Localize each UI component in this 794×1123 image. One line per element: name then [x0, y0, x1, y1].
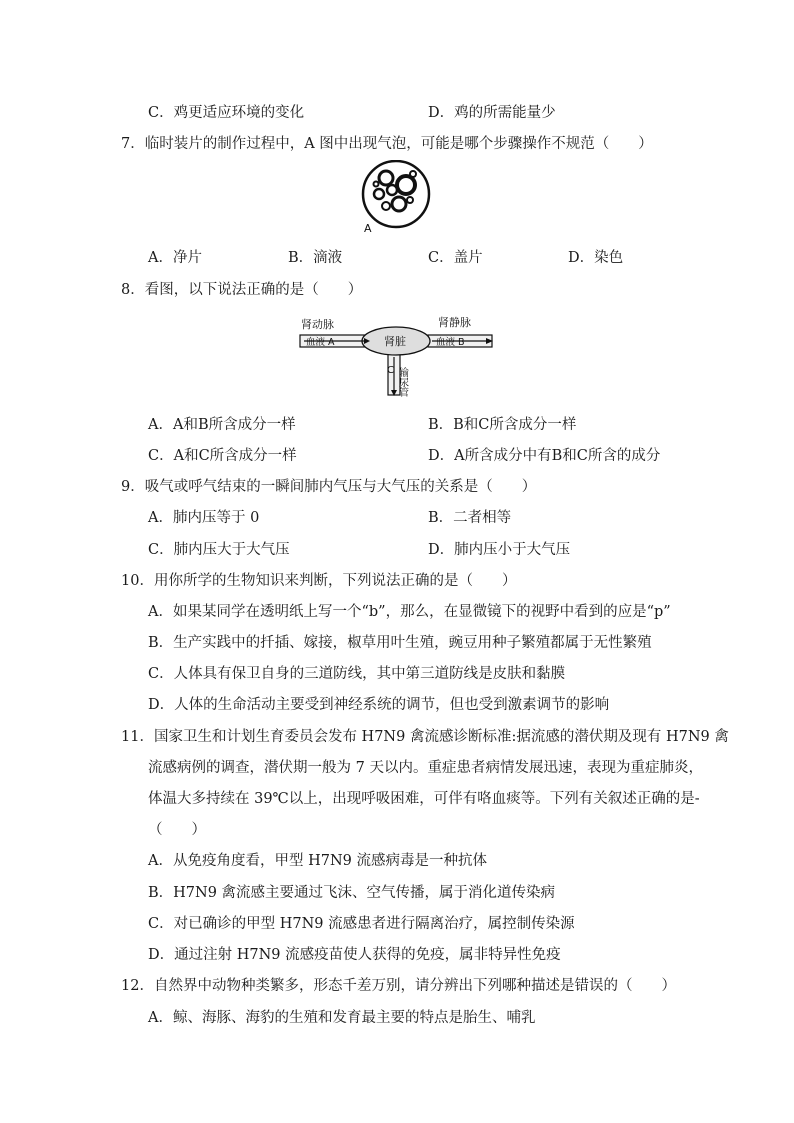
q7-stem: 7．临时装片的制作过程中，A 图中出现气泡，可能是哪个步骤操作不规范（ ） — [121, 136, 653, 152]
q11-stem-line-4: （ ） — [148, 822, 206, 838]
figure-label-a: A — [364, 222, 372, 235]
q10-option-b: B．生产实践中的扦插、嫁接，椒草用叶生殖，豌豆用种子繁殖都属于无性繁殖 — [148, 635, 652, 651]
q7-option-c: C．盖片 — [428, 250, 483, 266]
q11-stem-line-3: 体温大多持续在 39℃以上，出现呼吸困难，可伴有咯血痰等。下列有关叙述正确的是- — [148, 791, 700, 807]
q7-option-b: B．滴液 — [288, 250, 343, 266]
q9-option-b: B．二者相等 — [428, 510, 512, 526]
q10-option-d: D．人体的生命活动主要受到神经系统的调节，但也受到激素调节的影响 — [148, 697, 610, 713]
q12-option-a: A．鲸、海豚、海豹的生殖和发育最主要的特点是胎生、哺乳 — [148, 1010, 536, 1026]
q8-option-b: B．B和C所含成分一样 — [428, 417, 577, 433]
kidney-diagram — [298, 313, 496, 397]
bubble-slide-figure — [356, 160, 436, 235]
q11-option-b: B．H7N9 禽流感主要通过飞沫、空气传播，属于消化道传染病 — [148, 885, 556, 901]
q6-option-d: D．鸡的所需能量少 — [428, 105, 556, 121]
q9-stem: 9．吸气或呼气结束的一瞬间肺内气压与大气压的关系是（ ） — [121, 479, 537, 495]
q10-option-c: C．人体具有保卫自身的三道防线，其中第三道防线是皮肤和黏膜 — [148, 666, 566, 682]
q8-option-c: C．A和C所含成分一样 — [148, 448, 297, 464]
q7-option-a: A．净片 — [148, 250, 202, 266]
ureter-c-label: C — [387, 365, 394, 376]
q9-option-a: A．肺内压等于 0 — [148, 510, 260, 526]
q8-option-d: D．A所含成分中有B和C所含的成分 — [428, 448, 661, 464]
q11-stem-line-2: 流感病例的调查，潜伏期一般为 7 天以内。重症患者病情发展迅速，表现为重症肺炎， — [148, 760, 703, 776]
ureter-label: 输尿管 — [396, 367, 408, 397]
kidney-label: 肾脏 — [384, 335, 406, 348]
artery-label: 肾动脉 — [301, 318, 334, 331]
q11-stem-line-1: 11．国家卫生和计划生育委员会发布 H7N9 禽流感诊断标准:据流感的潜伏期及现有 H7N9 禽 — [121, 729, 729, 745]
q11-option-c: C．对已确诊的甲型 H7N9 流感患者进行隔离治疗，属控制传染源 — [148, 916, 575, 932]
q7-option-d: D．染色 — [568, 250, 624, 266]
q6-option-c: C．鸡更适应环境的变化 — [148, 105, 305, 121]
q10-stem: 10．用你所学的生物知识来判断，下列说法正确的是（ ） — [121, 573, 517, 589]
q8-option-a: A．A和B所含成分一样 — [148, 417, 296, 433]
q8-stem: 8．看图，以下说法正确的是（ ） — [121, 282, 363, 298]
q11-option-a: A．从免疫角度看，甲型 H7N9 流感病毒是一种抗体 — [148, 853, 487, 869]
blood-b-label: 血液 B — [436, 337, 465, 348]
q12-stem: 12．自然界中动物种类繁多，形态千差万别，请分辨出下列哪种描述是错误的（ ） — [121, 978, 676, 994]
q9-option-d: D．肺内压小于大气压 — [428, 542, 571, 558]
q11-option-d: D．通过注射 H7N9 流感疫苗使人获得的免疫，属非特异性免疫 — [148, 947, 561, 963]
q9-option-c: C．肺内压大于大气压 — [148, 542, 290, 558]
blood-a-label: 血液 A — [306, 337, 335, 348]
q10-option-a: A．如果某同学在透明纸上写一个“b”，那么，在显微镜下的视野中看到的应是“p” — [148, 604, 671, 620]
vein-label: 肾静脉 — [438, 316, 471, 329]
